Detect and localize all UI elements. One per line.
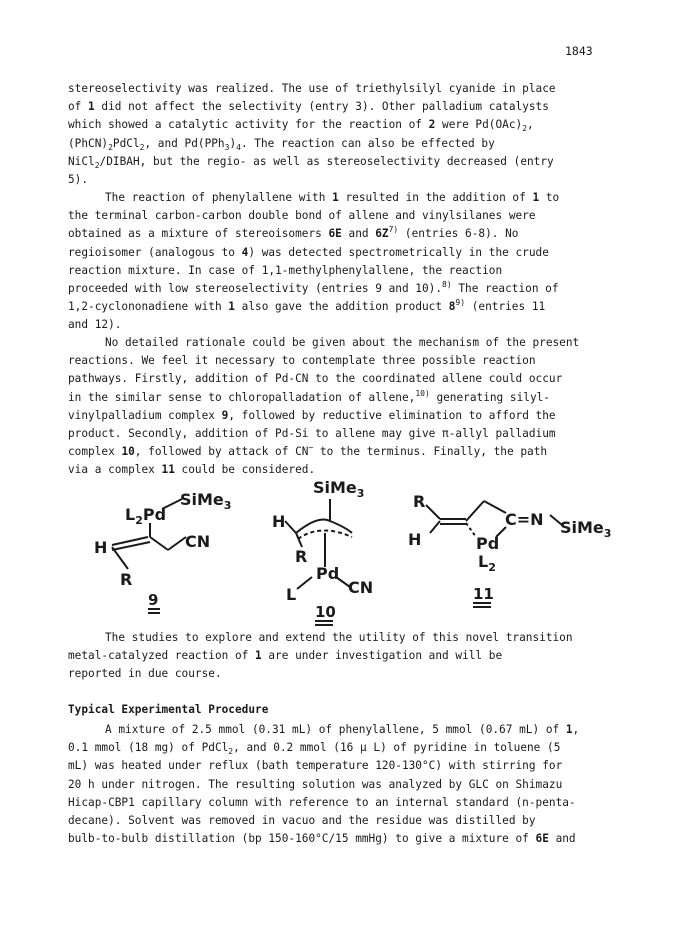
- text-line: $(PhCN)_2PdCl_2$, and $Pd(PPh_3)_4$. The reaction can also be effected by: [68, 136, 495, 152]
- structure-9: [94, 490, 231, 613]
- paragraph-conclusion: [68, 629, 616, 684]
- text-line: bulb-to-bulb distillation (bp 150-160°C/15 mmHg) to give a mixture of 6E and: [68, 832, 576, 846]
- paragraph-mechanism: [68, 334, 616, 480]
- text-line: A mixture of 2.5 mmol (0.31 mL) of phenylallene, 5 mmol (0.67 mL) of 1,: [105, 723, 580, 736]
- pd-label: Pd: [476, 534, 500, 553]
- allyl-bond: [296, 520, 352, 534]
- bond: [162, 499, 182, 509]
- text-line: Hicap-CBP1 capillary column with reference to an internal standard (n-penta-: [68, 795, 576, 809]
- r-label: R: [120, 570, 133, 589]
- bond: [426, 505, 440, 519]
- text-line: the terminal carbon-carbon double bond of allene and vinylsilanes were: [68, 209, 536, 223]
- paragraph-procedure: [68, 721, 616, 848]
- text-line: and 12).: [68, 318, 122, 332]
- text-line: 5).: [68, 173, 89, 187]
- bond: [112, 547, 128, 569]
- l2-label: $L_2$: [478, 552, 496, 574]
- bond: [150, 537, 168, 550]
- r-label: R: [295, 547, 308, 566]
- cn-label: CN: [185, 532, 211, 551]
- bond: [285, 521, 296, 533]
- structure-10: [272, 478, 373, 625]
- text-line: decane). Solvent was removed in vacuo and the residue was distilled by: [68, 814, 536, 828]
- text-line: The reaction of phenylallene with 1 resulted in the addition of 1 to: [105, 191, 560, 204]
- r-label: R: [413, 492, 426, 511]
- structures-figure: [0, 475, 680, 635]
- page-number: 1843: [565, 44, 593, 58]
- text-line: mL) was heated under reflux (bath temperature 120-130°C) with stirring for: [68, 759, 563, 773]
- text-line: obtained as a mixture of stereoisomers 6E and $6Z^{7)}$ (entries 6-8). No: [68, 225, 519, 241]
- text-line: via a complex 11 could be considered.: [68, 463, 316, 477]
- text-line: proceeded with low stereoselectivity (entries 9 and 10).$^{8)}$ The reaction of: [68, 280, 559, 296]
- compound-number-11: 11: [473, 585, 494, 603]
- text-line: 20 h under nitrogen. The resulting solution was analyzed by GLC on Shimazu: [68, 777, 563, 791]
- text-line: vinylpalladium complex 9, followed by reductive elimination to afford the: [68, 408, 556, 422]
- bond: [296, 533, 302, 547]
- bond: [297, 577, 312, 589]
- h-label: H: [94, 538, 108, 557]
- pd-label: Pd: [316, 564, 340, 583]
- l2pd-label: $L_2Pd$: [125, 505, 167, 527]
- bond: [466, 523, 476, 537]
- text-line: stereoselectivity was realized. The use of triethylsilyl cyanide in place: [68, 82, 556, 95]
- text-line: pathways. Firstly, addition of Pd-CN to the coordinated allene could occur: [68, 372, 563, 386]
- bond: [168, 537, 186, 550]
- text-line: in the similar sense to chloropalladation of allene,$^{10)}$ generating silyl-: [68, 388, 550, 404]
- paragraph-phenylallene: [68, 189, 616, 335]
- sime3-label: SiMe$_3$: [180, 490, 232, 512]
- cn-label: C=N: [505, 510, 544, 529]
- text-line: product. Secondly, addition of Pd-Si to allene may give π-allyl palladium: [68, 427, 556, 441]
- text-line: reported in due course.: [68, 667, 222, 681]
- text-line: of 1 did not affect the selectivity (entry 3). Other palladium catalysts: [68, 100, 549, 114]
- cn-label: CN: [348, 578, 374, 597]
- text-line: regioisomer (analogous to 4) was detected spectrometrically in the crude: [68, 245, 549, 259]
- text-line: NiCl$_2$/DIBAH, but the regio- as well as stereoselectivity decreased (entry: [68, 154, 554, 170]
- l-label: L: [286, 585, 297, 604]
- compound-number-10: 10: [315, 603, 336, 621]
- h-label: H: [272, 512, 286, 531]
- text-line: complex 10, followed by attack of CN− to the terminus. Finally, the path: [68, 443, 548, 459]
- text-line: reactions. We feel it necessary to contemplate three possible reaction: [68, 354, 536, 368]
- text-line: No detailed rationale could be given about the mechanism of the present: [105, 336, 580, 349]
- text-line: 1,2-cyclononadiene with 1 also gave the addition product 8$^{9)}$ (entries 11: [68, 298, 546, 314]
- bond: [466, 501, 484, 521]
- structure-11: [408, 492, 611, 607]
- section-heading: Typical Experimental Procedure: [68, 703, 269, 716]
- paragraph-selectivity: [68, 80, 616, 189]
- text-line: 0.1 mmol (18 mg) of PdCl$_2$, and 0.2 mmol (16 μ L) of pyridine in toluene (5: [68, 741, 561, 757]
- text-line: which showed a catalytic activity for the reaction of 2 were $Pd(OAc)_2$,: [68, 118, 534, 134]
- text-line: The studies to explore and extend the utility of this novel transition: [105, 631, 573, 644]
- h-label: H: [408, 530, 422, 549]
- text-line: reaction mixture. In case of 1,1-methylphenylallene, the reaction: [68, 263, 503, 277]
- sime3-label: SiMe$_3$: [560, 518, 612, 540]
- bond: [430, 521, 440, 533]
- bond: [484, 501, 506, 513]
- sime3-label: SiMe$_3$: [313, 478, 365, 500]
- compound-number-9: 9: [148, 591, 159, 609]
- text-line: metal-catalyzed reaction of 1 are under investigation and will be: [68, 649, 503, 663]
